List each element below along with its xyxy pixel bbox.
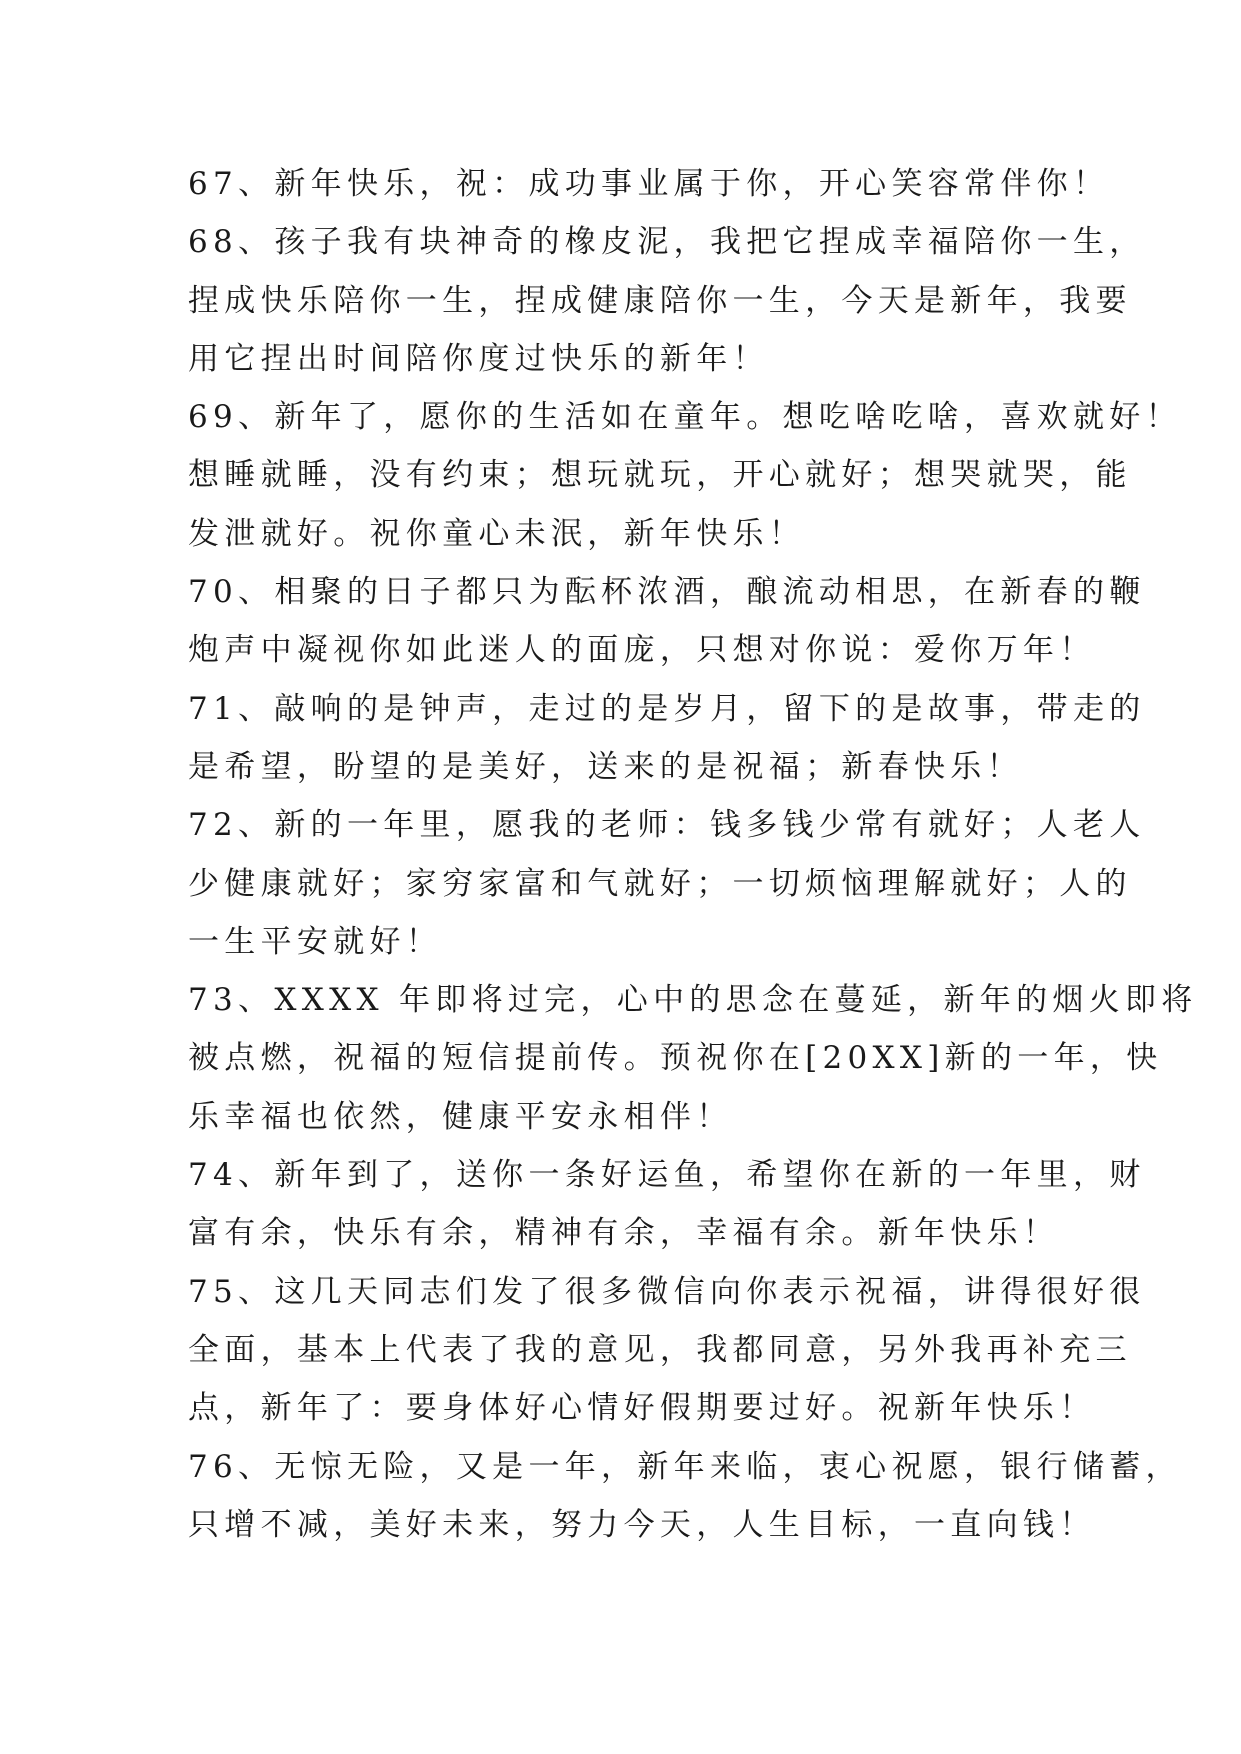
- text-line: 想睡就睡，没有约束；想玩就玩，开心就好；想哭就哭，能: [188, 457, 1132, 494]
- text-line: 富有余，快乐有余，精神有余，幸福有余。新年快乐！: [188, 1215, 1060, 1252]
- text-line: 只增不减，美好未来，努力今天，人生目标，一直向钱！: [188, 1506, 1096, 1543]
- text-line: 发泄就好。祝你童心未泯，新年快乐！: [188, 515, 806, 552]
- text-line: 用它捏出时间陪你度过快乐的新年！: [188, 340, 769, 377]
- text-line: 一生平安就好！: [188, 923, 443, 960]
- text-line: 被点燃，祝福的短信提前传。预祝你在[20XX]新的一年，快: [188, 1040, 1163, 1077]
- text-line: 73、XXXX 年即将过完，心中的思念在蔓延，新年的烟火即将: [188, 982, 1198, 1019]
- text-line: 75、这几天同志们发了很多微信向你表示祝福，讲得很好很: [188, 1273, 1146, 1310]
- text-line: 67、新年快乐，祝：成功事业属于你，开心笑容常伴你！: [188, 166, 1110, 202]
- text-line: 捏成快乐陪你一生，捏成健康陪你一生，今天是新年，我要: [188, 282, 1132, 319]
- text-line: 是希望，盼望的是美好，送来的是祝福；新春快乐！: [188, 748, 1023, 785]
- text-line: 76、无惊无险，又是一年，新年来临，衷心祝愿，银行储蓄，: [188, 1448, 1182, 1485]
- document-body: [188, 155, 1198, 1554]
- text-line: 69、新年了，愿你的生活如在童年。想吃啥吃啥，喜欢就好！: [188, 399, 1182, 436]
- text-line: 68、孩子我有块神奇的橡皮泥，我把它捏成幸福陪你一生，: [188, 224, 1146, 261]
- text-line: 70、相聚的日子都只为酝杯浓酒，酿流动相思，在新春的鞭: [188, 574, 1146, 611]
- text-line: 72、新的一年里，愿我的老师：钱多钱少常有就好；人老人: [188, 807, 1146, 844]
- text-line: 74、新年到了，送你一条好运鱼，希望你在新的一年里，财: [188, 1157, 1146, 1194]
- text-line: 71、敲响的是钟声，走过的是岁月，留下的是故事，带走的: [188, 690, 1146, 727]
- text-line: 乐幸福也依然，健康平安永相伴！: [188, 1098, 733, 1135]
- text-line: 全面，基本上代表了我的意见，我都同意，另外我再补充三: [188, 1331, 1132, 1368]
- text-line: 少健康就好；家穷家富和气就好；一切烦恼理解就好；人的: [188, 865, 1132, 902]
- text-line: 炮声中凝视你如此迷人的面庞，只想对你说：爱你万年！: [188, 632, 1096, 669]
- text-line: 点，新年了：要身体好心情好假期要过好。祝新年快乐！: [188, 1390, 1096, 1427]
